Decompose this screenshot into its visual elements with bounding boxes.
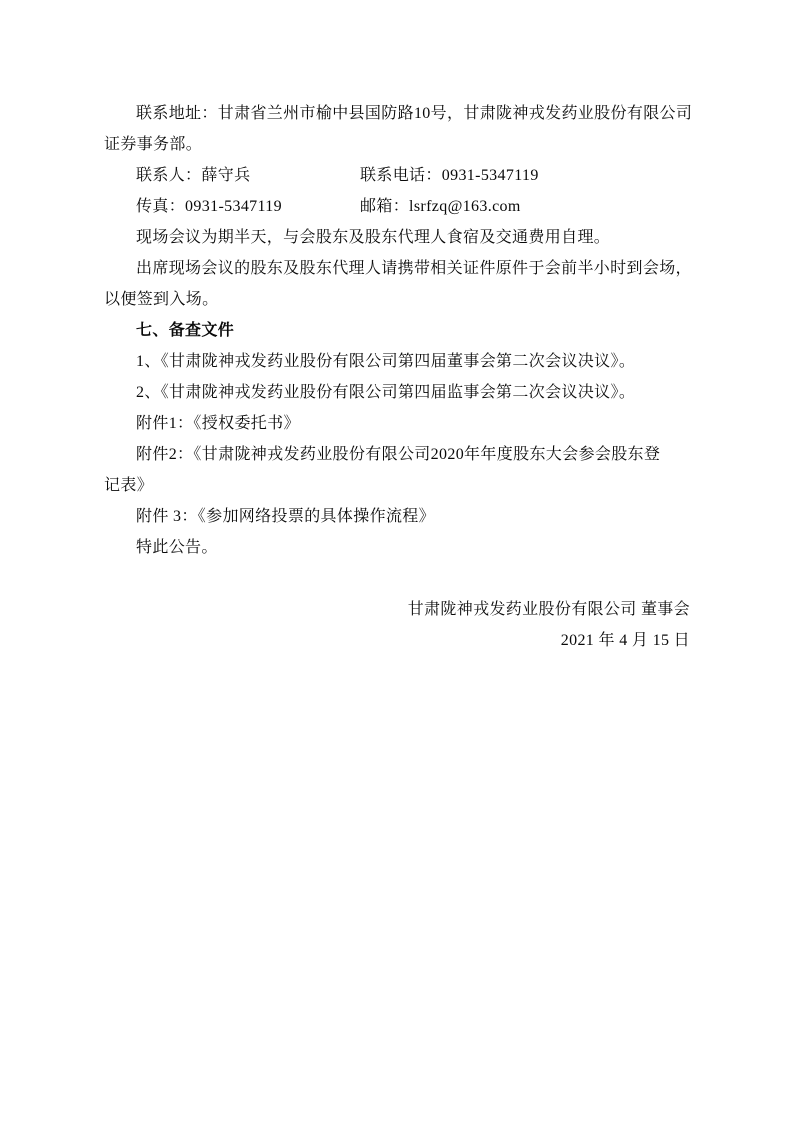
contact-phone: 联系电话：0931-5347119 [360, 167, 539, 184]
contact-address-line-2: 证券事务部。 [104, 136, 203, 153]
contact-row-person-phone [104, 160, 690, 191]
meeting-duration-note: 现场会议为期半天，与会股东及股东代理人食宿及交通费用自理。 [136, 229, 611, 246]
signature-company: 甘肃陇神戎发药业股份有限公司 董事会 [407, 601, 690, 618]
blank-line [104, 563, 690, 594]
reference-item-2: 2、《甘肃陇神戎发药业股份有限公司第四届监事会第二次会议决议》。 [136, 384, 636, 401]
contact-fax: 传真：0931-5347119 [136, 198, 282, 215]
attachment-1: 附件1：《授权委托书》 [136, 415, 300, 432]
attachment-2-line-1: 附件2：《甘肃陇神戎发药业股份有限公司2020年年度股东大会参会股东登 [136, 446, 661, 463]
attendance-note-line-2: 以便签到入场。 [104, 291, 219, 308]
contact-address-line-1: 联系地址：甘肃省兰州市榆中县国防路10号，甘肃陇神戎发药业股份有限公司 [136, 105, 693, 122]
section-heading-reference-documents: 七、备查文件 [136, 322, 235, 339]
signature-date: 2021 年 4 月 15 日 [560, 632, 690, 649]
contact-person: 联系人：薛守兵 [136, 167, 251, 184]
attachment-3: 附件 3：《参加网络投票的具体操作流程》 [136, 508, 436, 525]
attachment-2-line-2: 记表》 [104, 477, 154, 494]
closing-statement: 特此公告。 [136, 539, 218, 556]
reference-item-1: 1、《甘肃陇神戎发药业股份有限公司第四届董事会第二次会议决议》。 [136, 353, 636, 370]
contact-email: 邮箱：lsrfzq@163.com [360, 198, 521, 215]
attendance-note-line-1: 出席现场会议的股东及股东代理人请携带相关证件原件于会前半小时到会场， [136, 260, 692, 277]
document-body [104, 98, 693, 656]
contact-row-fax-email [104, 191, 690, 222]
